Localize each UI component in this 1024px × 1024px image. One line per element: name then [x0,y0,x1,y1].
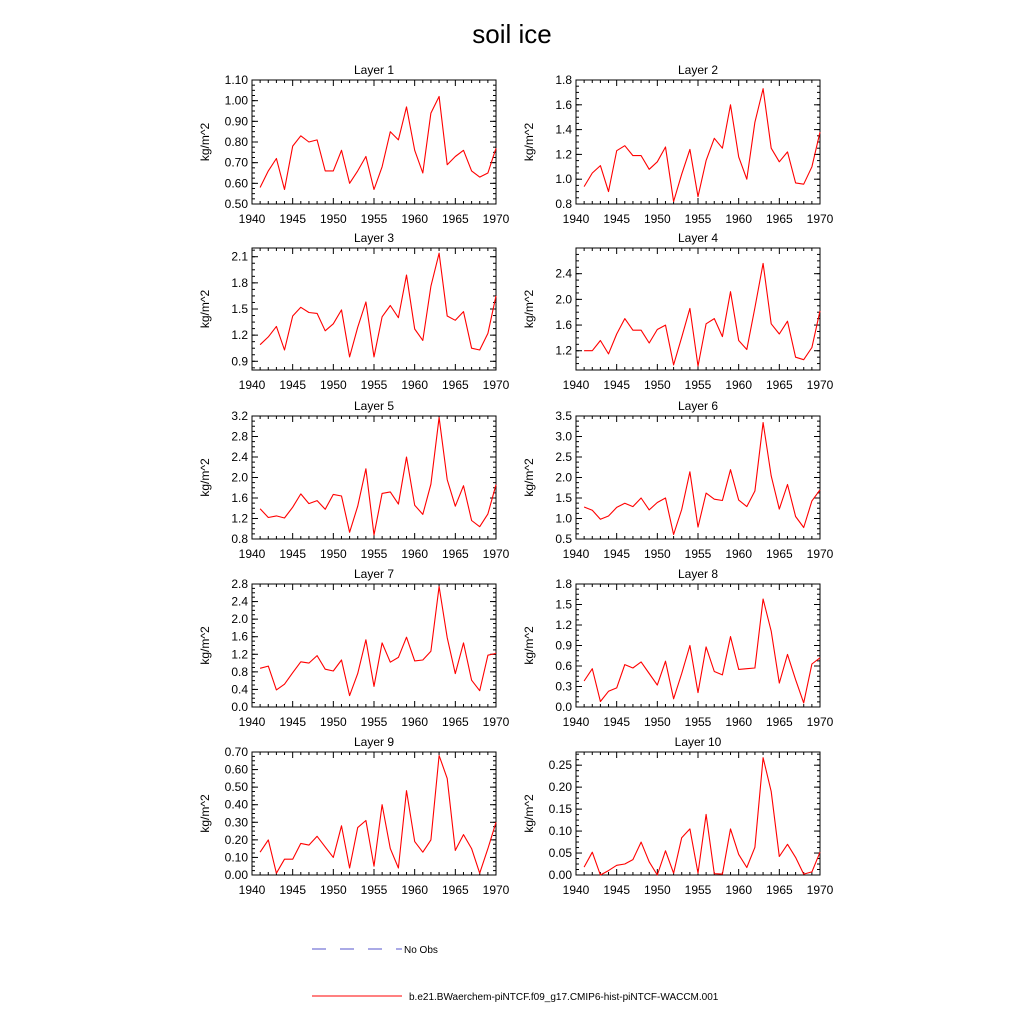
y-tick-label: 0.70 [224,745,248,759]
x-tick-label: 1965 [765,547,793,561]
x-tick-label: 1970 [482,883,510,897]
y-tick-label: 1.2 [231,647,248,662]
plot-frame [576,416,820,539]
series-line [584,423,820,535]
legend-obs-label: No Obs [404,945,438,956]
x-tick-label: 1950 [643,547,671,561]
x-tick-label: 1970 [806,212,834,226]
x-tick-label: 1960 [725,378,753,392]
y-tick-label: 3.2 [231,409,248,423]
series-line [584,758,820,875]
plot-frame [252,416,496,539]
x-tick-label: 1940 [238,212,266,226]
x-tick-label: 1950 [643,378,671,392]
y-tick-label: 0.50 [224,780,248,795]
y-tick-label: 2.4 [231,594,248,609]
x-tick-label: 1945 [603,715,631,729]
panels-grid [198,63,834,897]
panel-title: Layer 6 [677,399,719,413]
x-tick-label: 1970 [806,378,834,392]
x-tick-label: 1955 [360,212,388,226]
y-axis-label: kg/m^2 [522,458,536,497]
y-tick-label: 0.9 [555,638,572,653]
y-axis-label: kg/m^2 [198,626,212,665]
x-tick-label: 1960 [401,715,429,729]
y-tick-label: 0.4 [231,682,248,697]
y-tick-label: 0.10 [224,850,248,865]
y-tick-label: 1.6 [231,491,248,505]
panel-title: Layer 8 [677,567,719,581]
panel-title: Layer 5 [353,399,395,413]
plot-frame [252,584,496,707]
x-tick-label: 1965 [765,715,793,729]
panel-2 [522,63,834,226]
x-tick-label: 1945 [279,212,307,226]
y-tick-label: 0.60 [224,176,248,191]
plot-frame [252,248,496,370]
panel-title: Layer 3 [353,231,395,245]
x-tick-label: 1965 [441,378,469,392]
legend-model-label: b.e21.BWaerchem-piNTCF.f09_g17.CMIP6-hist-piNTCF-WACCM.001 [409,992,719,1003]
y-tick-label: 0.8 [231,664,248,679]
series-line [260,253,496,357]
x-tick-label: 1955 [360,547,388,561]
y-tick-label: 2.0 [231,470,248,485]
y-tick-label: 0.80 [224,135,248,149]
y-axis-label: kg/m^2 [522,794,536,833]
x-tick-label: 1940 [562,378,590,392]
x-tick-label: 1945 [603,883,631,897]
series-line [584,263,820,366]
x-tick-label: 1965 [441,883,469,897]
panel-title: Layer 2 [677,63,719,77]
x-tick-label: 1955 [684,715,712,729]
y-tick-label: 3.0 [555,429,572,444]
plot-frame [576,752,820,875]
y-tick-label: 1.8 [231,275,248,290]
panel-title: Layer 4 [677,231,719,245]
plot-frame [576,584,820,707]
y-tick-label: 1.6 [231,629,248,644]
x-tick-label: 1955 [684,547,712,561]
y-tick-label: 0.25 [548,758,572,773]
x-tick-label: 1970 [482,212,510,226]
x-tick-label: 1955 [360,378,388,392]
panel-title: Layer 9 [353,735,395,749]
x-tick-label: 1970 [482,378,510,392]
y-tick-label: 0.9 [231,354,248,369]
y-tick-label: 0.8 [555,197,572,211]
y-tick-label: 0.8 [231,532,248,546]
y-tick-label: 0.5 [555,532,572,546]
x-tick-label: 1960 [401,378,429,392]
series-line [260,587,496,696]
y-tick-label: 0.30 [224,815,248,830]
x-tick-label: 1950 [643,715,671,729]
x-tick-label: 1945 [279,715,307,729]
y-tick-label: 0.00 [548,868,572,882]
panel-title: Layer 1 [353,63,395,77]
panel-3 [198,231,510,392]
y-tick-label: 0.20 [548,780,572,795]
y-tick-label: 2.5 [555,450,572,464]
y-tick-label: 2.8 [231,577,248,591]
y-tick-label: 1.8 [555,577,572,591]
y-tick-label: 0.50 [224,197,248,211]
y-tick-label: 0.15 [548,802,572,817]
panel-10 [522,735,834,897]
y-tick-label: 2.4 [231,450,248,464]
panel-4 [522,231,834,392]
y-tick-label: 2.0 [231,612,248,627]
x-tick-label: 1940 [238,547,266,561]
x-tick-label: 1945 [279,378,307,392]
x-tick-label: 1945 [279,883,307,897]
y-tick-label: 1.5 [555,491,572,505]
y-tick-label: 1.0 [555,172,572,187]
x-tick-label: 1940 [562,547,590,561]
x-tick-label: 1955 [360,715,388,729]
x-tick-label: 1950 [643,883,671,897]
panel-5 [198,399,510,561]
x-tick-label: 1965 [765,883,793,897]
x-tick-label: 1940 [562,883,590,897]
panel-title: Layer 10 [674,735,722,749]
x-tick-label: 1960 [401,883,429,897]
y-axis-label: kg/m^2 [198,458,212,497]
y-tick-label: 1.2 [231,328,248,343]
y-tick-label: 1.2 [555,343,572,358]
x-tick-label: 1965 [765,378,793,392]
x-tick-label: 1960 [725,547,753,561]
figure-title: soil ice [472,19,552,49]
y-tick-label: 1.8 [555,73,572,87]
x-tick-label: 1950 [319,547,347,561]
series-line [260,756,496,874]
plot-frame [252,752,496,875]
y-axis-label: kg/m^2 [522,122,536,162]
y-tick-label: 2.1 [231,249,248,264]
x-tick-label: 1955 [684,378,712,392]
x-tick-label: 1960 [725,715,753,729]
y-tick-label: 1.6 [555,318,572,333]
y-tick-label: 0.0 [231,700,248,714]
x-tick-label: 1960 [401,212,429,226]
x-tick-label: 1940 [562,212,590,226]
y-tick-label: 1.4 [555,122,572,137]
x-tick-label: 1940 [238,378,266,392]
y-axis-label: kg/m^2 [522,289,536,329]
x-tick-label: 1970 [482,547,510,561]
x-tick-label: 1955 [360,883,388,897]
y-tick-label: 0.40 [224,797,248,812]
x-tick-label: 1960 [401,547,429,561]
x-tick-label: 1940 [238,715,266,729]
x-tick-label: 1960 [725,883,753,897]
y-tick-label: 2.4 [555,266,572,281]
x-tick-label: 1965 [441,547,469,561]
y-tick-label: 1.10 [224,73,248,87]
x-tick-label: 1945 [603,547,631,561]
plot-frame [576,80,820,204]
y-tick-label: 0.90 [224,114,248,129]
x-tick-label: 1965 [441,212,469,226]
x-tick-label: 1950 [643,212,671,226]
y-tick-label: 3.5 [555,409,572,423]
y-axis-label: kg/m^2 [198,794,212,833]
x-tick-label: 1950 [319,883,347,897]
y-tick-label: 1.2 [555,147,572,162]
x-tick-label: 1950 [319,715,347,729]
x-tick-label: 1965 [765,212,793,226]
x-tick-label: 1960 [725,212,753,226]
x-tick-label: 1965 [441,715,469,729]
y-tick-label: 1.00 [224,93,248,108]
y-tick-label: 2.0 [555,292,572,307]
y-tick-label: 0.3 [555,679,572,694]
panel-6 [522,399,834,561]
y-tick-label: 0.00 [224,868,248,882]
x-tick-label: 1945 [603,378,631,392]
y-tick-label: 1.2 [555,618,572,632]
y-tick-label: 0.60 [224,762,248,777]
y-tick-label: 0.10 [548,824,572,839]
x-tick-label: 1950 [319,212,347,226]
panel-9 [198,735,510,897]
y-tick-label: 1.5 [231,302,248,316]
panel-1 [198,63,510,226]
y-axis-label: kg/m^2 [198,289,212,329]
y-tick-label: 0.05 [548,846,572,861]
y-tick-label: 0.70 [224,155,248,170]
y-tick-label: 1.5 [555,597,572,612]
series-line [260,418,496,535]
x-tick-label: 1970 [806,883,834,897]
y-tick-label: 2.0 [555,470,572,485]
y-tick-label: 0.6 [555,659,572,673]
panel-title: Layer 7 [353,567,395,581]
y-tick-label: 0.20 [224,832,248,847]
legend [312,945,719,1003]
x-tick-label: 1945 [279,547,307,561]
y-tick-label: 1.2 [231,511,248,526]
x-tick-label: 1940 [562,715,590,729]
y-tick-label: 1.6 [555,97,572,112]
x-tick-label: 1970 [806,547,834,561]
y-axis-label: kg/m^2 [522,626,536,665]
y-tick-label: 0.0 [555,700,572,714]
y-tick-label: 1.0 [555,511,572,526]
series-line [260,97,496,190]
panel-8 [522,567,834,729]
series-line [584,599,820,703]
x-tick-label: 1940 [238,883,266,897]
y-tick-label: 2.8 [231,429,248,444]
series-line [584,89,820,202]
x-tick-label: 1970 [806,715,834,729]
y-axis-label: kg/m^2 [198,122,212,162]
x-tick-label: 1950 [319,378,347,392]
x-tick-label: 1955 [684,212,712,226]
plot-frame [576,248,820,370]
plot-frame [252,80,496,204]
panel-7 [198,567,510,729]
x-tick-label: 1970 [482,715,510,729]
x-tick-label: 1945 [603,212,631,226]
x-tick-label: 1955 [684,883,712,897]
